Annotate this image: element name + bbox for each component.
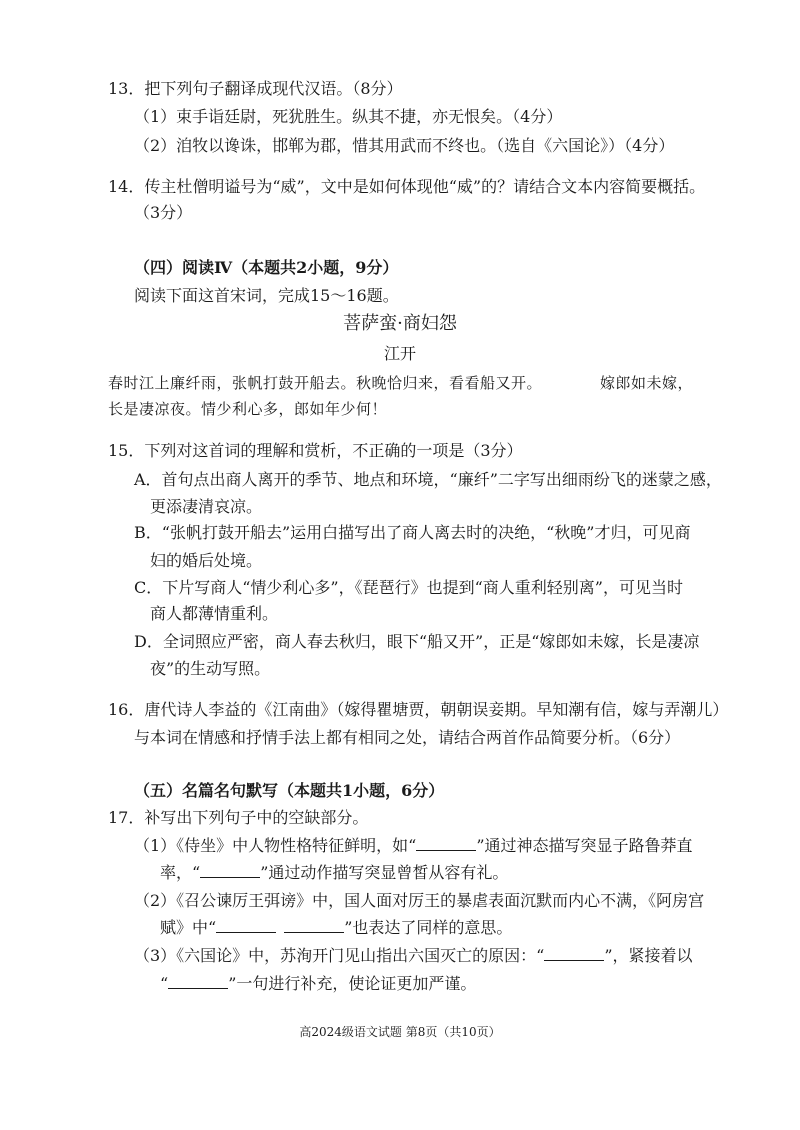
answer-blank-6[interactable]: [168, 974, 228, 989]
answer-blank-4[interactable]: [284, 918, 344, 933]
question-16-line-1: 16．唐代诗人李益的《江南曲》（嫁得瞿塘贾，朝朝误妾期。早知潮有信，嫁与弄潮儿）: [108, 700, 729, 719]
fill-item-3-text-post: ”，紧接着以: [604, 946, 693, 965]
option-b-line-1: B．“张帆打鼓开船去”运用白描写出了商人离去时的决绝，“秋晚”才归，可见商: [134, 523, 691, 542]
option-b-line-2: 妇的婚后处境。: [150, 551, 263, 570]
option-c-line-2: 商人都薄情重利。: [150, 604, 279, 623]
fill-item-2-line-2: [160, 918, 512, 938]
fill-item-1b-text-post: ”通过动作描写突显曾皙从容有礼。: [260, 863, 509, 882]
option-c-line-1: C．下片写商人“情少利心多”，《琵琶行》也提到“商人重利轻别离”，可见当时: [134, 578, 683, 597]
fill-item-1-line-2: [160, 863, 508, 883]
question-14-line-2: （3分）: [134, 203, 193, 222]
fill-item-1-text-pre: （1）《侍坐》中人物性格特征鲜明，如“: [134, 836, 417, 855]
answer-blank-1[interactable]: [416, 836, 476, 851]
section-4-heading: （四）阅读Ⅳ（本题共2小题，9分）: [134, 258, 399, 277]
option-d-line-2: 夜”的生动写照。: [150, 659, 271, 678]
fill-item-1-line-1: [134, 836, 693, 856]
poem-line-1: 春时江上廉纤雨，张帆打鼓开船去。秋晚恰归来，看看船又开。: [108, 374, 543, 392]
fill-item-3-line-1: [134, 946, 693, 966]
poem-line-2: 长是凄凉夜。情少利心多，郎如年少何！: [108, 400, 388, 418]
section-4-instruction: 阅读下面这首宋词，完成15～16题。: [134, 286, 399, 305]
question-13-prompt: 13．把下列句子翻译成现代汉语。（8分）: [108, 79, 403, 98]
poem-line-1b: 嫁郎如未嫁，: [600, 374, 694, 392]
question-17-prompt: 17．补写出下列句子中的空缺部分。: [108, 808, 369, 827]
answer-blank-3[interactable]: [216, 918, 276, 933]
fill-item-3-text-pre: （3）《六国论》中，苏洵开门见山指出六国灭亡的原因：“: [134, 946, 545, 965]
answer-blank-5[interactable]: [544, 946, 604, 961]
question-13-item-2: （2）洎牧以谗诛，邯郸为郡，惜其用武而不终也。（选自《六国论》）（4分）: [134, 136, 675, 155]
fill-item-3-line-2: [160, 974, 476, 994]
fill-item-2-text-pre: 赋》中“: [160, 918, 217, 937]
fill-item-1-text-post: ”通过神态描写突显子路鲁莽直: [476, 836, 693, 855]
fill-item-1b-text-pre: 率，“: [160, 863, 201, 882]
answer-blank-2[interactable]: [200, 863, 260, 878]
fill-item-3b-text-pre: “: [160, 974, 169, 993]
option-d-line-1: D．全词照应严密，商人春去秋归，眼下“船又开”，正是“嫁郎如未嫁，长是凄凉: [134, 632, 700, 651]
fill-item-3b-text-post: ”一句进行补充，使论证更加严谨。: [228, 974, 477, 993]
question-16-line-2: 与本词在情感和抒情手法上都有相同之处，请结合两首作品简要分析。（6分）: [134, 728, 681, 747]
fill-item-2-line-1: （2）《召公谏厉王弭谤》中，国人面对厉王的暴虐表面沉默而内心不满，《阿房宫: [134, 891, 705, 910]
option-a-line-2: 更添凄清哀凉。: [150, 497, 263, 516]
poem-author: 江开: [383, 344, 416, 363]
poem-title: 菩萨蛮·商妇怨: [343, 313, 457, 334]
section-5-heading: （五）名篇名句默写（本题共1小题，6分）: [134, 781, 445, 800]
question-15-prompt: 15．下列对这首词的理解和赏析，不正确的一项是（3分）: [108, 441, 523, 460]
question-13-item-1: （1）束手诣廷尉，死犹胜生。纵其不捷，亦无恨矣。（4分）: [134, 107, 563, 126]
page-footer: 高2024级语文试题 第8页（共10页）: [299, 1025, 501, 1039]
question-14-line-1: 14．传主杜僧明谥号为“威”，文中是如何体现他“威”的？请结合文本内容简要概括。: [108, 177, 706, 196]
option-a-line-1: A．首句点出商人离开的季节、地点和环境，“廉纤”二字写出细雨纷飞的迷蒙之感，: [134, 470, 722, 489]
fill-item-2-text-post: ”也表达了同样的意思。: [344, 918, 513, 937]
